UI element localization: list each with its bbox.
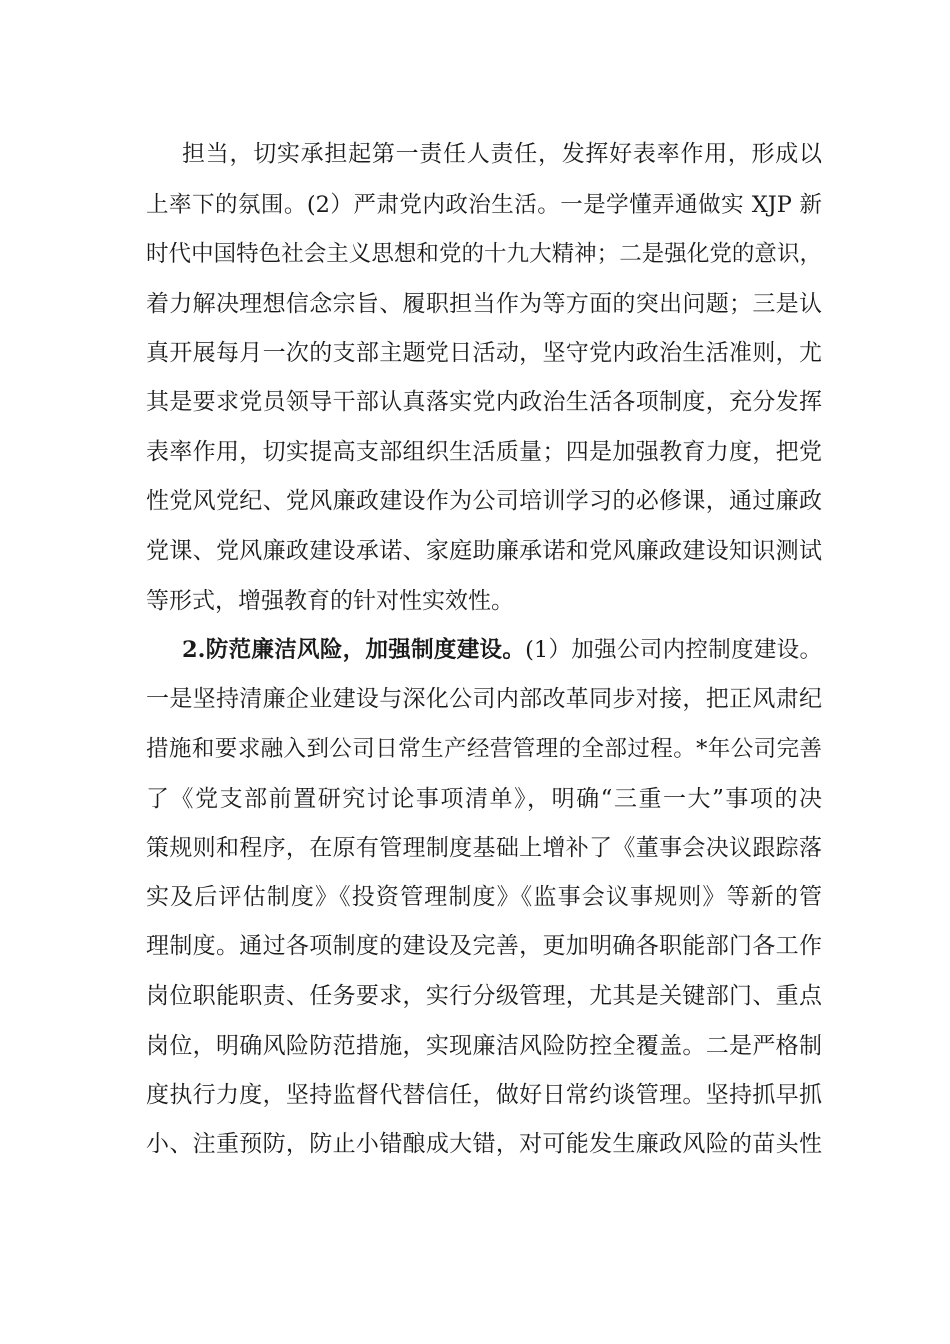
paragraph-1-line-10: 等形式，增强教育的针对性实效性。 (146, 588, 514, 614)
paragraph-2-line-8: 岗位职能职责、任务要求，实行分级管理，尤其是关键部门、重点 (146, 983, 822, 1009)
paragraph-2-line-3: 措施和要求融入到公司日常生产经营管理的全部过程。*年公司完善 (146, 736, 822, 762)
paragraph-2-heading: 2.防范廉洁风险，加强制度建设。 (182, 637, 526, 663)
paragraph-1-line-6: 其是要求党员领导干部认真落实党内政治生活各项制度，充分发挥 (146, 389, 822, 415)
paragraph-2-line-9: 岗位，明确风险防范措施，实现廉洁风险防控全覆盖。二是严格制 (146, 1033, 822, 1059)
paragraph-2-line-11: 小、注重预防，防止小错酿成大错，对可能发生廉政风险的苗头性 (146, 1131, 822, 1157)
paragraph-1-line-1: 担当，切实承担起第一责任人责任，发挥好表率作用，形成以 (182, 141, 822, 167)
paragraph-2-line-4: 了《党支部前置研究讨论事项清单》，明确“三重一大”事项的决 (146, 786, 822, 812)
paragraph-2-line-7: 理制度。通过各项制度的建设及完善，更加明确各职能部门各工作 (146, 933, 822, 959)
paragraph-1-line-5: 真开展每月一次的支部主题党日活动，坚守党内政治生活准则，尤 (146, 340, 822, 366)
paragraph-1-line-3: 时代中国特色社会主义思想和党的十九大精神；二是强化党的意识， (146, 241, 822, 267)
paragraph-2-line-5: 策规则和程序，在原有管理制度基础上增补了《董事会决议跟踪落 (146, 835, 822, 861)
paragraph-2-line-10: 度执行力度，坚持监督代替信任，做好日常约谈管理。坚持抓早抓 (146, 1082, 822, 1108)
paragraph-2-first-line-rest: (1）加强公司内控制度建设。 (525, 637, 822, 663)
paragraph-1-line-8: 性党风党纪、党风廉政建设作为公司培训学习的必修课，通过廉政 (146, 488, 822, 514)
paragraph-1-line-4: 着力解决理想信念宗旨、履职担当作为等方面的突出问题；三是认 (146, 291, 822, 317)
paragraph-2-line-2: 一是坚持清廉企业建设与深化公司内部改革同步对接，把正风肃纪 (146, 686, 822, 712)
paragraph-2-line-6: 实及后评估制度》《投资管理制度》《监事会议事规则》等新的管 (146, 884, 822, 910)
paragraph-1-line-9: 党课、党风廉政建设承诺、家庭助廉承诺和党风廉政建设知识测试 (146, 538, 822, 564)
paragraph-2-first-line (182, 630, 822, 670)
paragraph-1-line-2: 上率下的氛围。(2）严肃党内政治生活。一是学懂弄通做实 XJP 新 (146, 192, 822, 218)
paragraph-1-line-7: 表率作用，切实提高支部组织生活质量；四是加强教育力度，把党 (146, 439, 822, 465)
